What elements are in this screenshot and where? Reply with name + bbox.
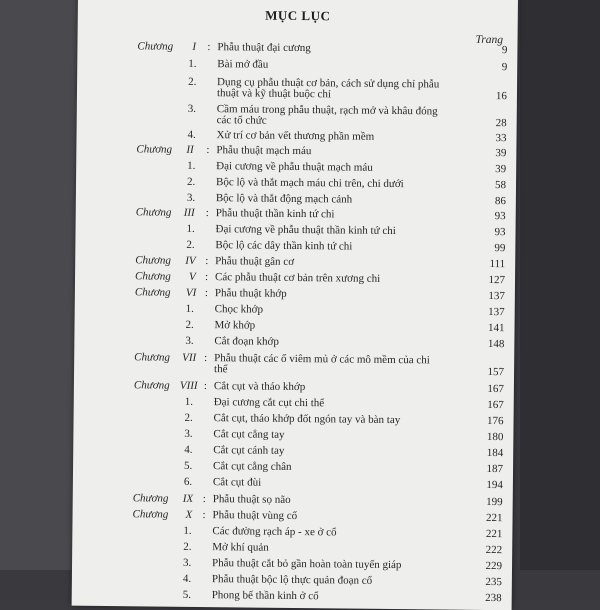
colon-separator: : <box>205 255 209 268</box>
entry-title: Xử trí cơ bản vết thương phần mềm <box>216 129 375 143</box>
entry-title: thể <box>214 363 228 376</box>
entry-number: 5. <box>184 459 193 472</box>
page-number: 187 <box>486 463 504 476</box>
entry-title: Bộc lộ và thắt mạch máu chi trên, chi dưới <box>215 176 404 191</box>
entry-number: 1. <box>188 57 197 70</box>
page-number: 137 <box>488 306 505 319</box>
colon-separator: : <box>204 271 209 284</box>
page-number: 93 <box>494 210 506 223</box>
page-number: 235 <box>485 575 502 589</box>
table-of-contents <box>72 0 518 610</box>
colon-separator: : <box>202 509 206 522</box>
entry-title: Bài mở đầu <box>217 58 269 71</box>
page-number: 199 <box>486 495 503 509</box>
entry-number: 3. <box>186 191 196 204</box>
entry-title: Cắt cụt đùi <box>212 476 262 489</box>
page-number: 9 <box>501 61 508 74</box>
entry-title: Phẫu thuật gân cơ <box>215 255 295 268</box>
colon-separator: : <box>203 380 208 393</box>
entry-title: Chọc khớp <box>214 303 264 316</box>
page-number: 9 <box>501 44 508 57</box>
page-number: 176 <box>486 415 504 428</box>
page-column-header: Trang <box>475 33 504 47</box>
entry-number: 4. <box>184 443 193 456</box>
page-number: 222 <box>485 543 503 557</box>
entry-title: Cắt cụt cẳng tay <box>213 428 285 441</box>
chapter-label: Chương <box>132 508 169 521</box>
colon-separator: : <box>204 352 208 365</box>
chapter-number: X <box>185 508 193 521</box>
chapter-number: V <box>188 270 196 283</box>
chapter-number: VII <box>182 351 197 364</box>
entry-number: 1. <box>184 395 194 408</box>
entry-number: 1. <box>183 524 192 537</box>
chapter-number: VIII <box>179 379 198 392</box>
entry-number: 2. <box>188 75 197 88</box>
entry-title: Các phẫu thuật cơ bản trên xương chi <box>214 271 381 285</box>
entry-number: 1. <box>185 302 195 315</box>
entry-title: Bộc lộ các dây thần kinh tứ chi <box>215 239 353 253</box>
entry-title: các tổ chức <box>216 114 267 127</box>
entry-title: Phẫu thuật bộc lộ thực quản đoạn cổ <box>211 573 373 587</box>
colon-separator: : <box>206 144 210 157</box>
entry-number: 6. <box>183 475 193 488</box>
page-number: 221 <box>485 511 503 525</box>
entry-title: Cắt cụt, tháo khớp đốt ngón tay và bàn tay <box>213 412 401 427</box>
entry-title: Bộc lộ và thắt động mạch cảnh <box>215 192 353 206</box>
page-number: 221 <box>485 527 503 541</box>
entry-title: Cắt đoạn khớp <box>214 335 279 348</box>
entry-title: Phẫu thuật thần kinh tứ chi <box>215 207 335 221</box>
chapter-number: II <box>186 143 194 156</box>
background-left <box>0 0 80 600</box>
page-number: 137 <box>488 290 505 303</box>
chapter-label: Chương <box>134 286 171 299</box>
colon-separator: : <box>202 493 206 506</box>
entry-title: Phẫu thuật mạch máu <box>216 144 312 158</box>
entry-title: Mở khớp <box>214 319 256 332</box>
background-right <box>520 0 600 600</box>
entry-title: Đại cương cắt cụt chi thể <box>213 396 325 410</box>
chapter-number: IV <box>185 254 196 267</box>
entry-title: Mở khí quản <box>212 541 269 554</box>
entry-title: Cầm máu trong phẫu thuật, rạch mở và khâu đóng <box>216 103 438 118</box>
page-number: 99 <box>494 242 506 255</box>
entry-number: 2. <box>184 411 193 424</box>
page-number: 229 <box>485 559 503 573</box>
page-number: 141 <box>487 322 505 335</box>
entry-number: 3. <box>185 334 194 347</box>
page-number: 111 <box>489 258 506 271</box>
entry-number: 2. <box>185 318 194 331</box>
page-number: 39 <box>495 163 507 176</box>
entry-number: 3. <box>187 102 197 115</box>
colon-separator: : <box>204 287 209 300</box>
entry-number: 2. <box>186 238 195 251</box>
entry-title: Các đường rạch áp - xe ở cổ <box>212 525 337 539</box>
entry-title: Cắt cụt cánh tay <box>213 444 285 457</box>
colon-separator: : <box>207 41 211 54</box>
entry-number: 2. <box>183 540 192 553</box>
entry-title: Phẫu thuật sọ não <box>212 493 291 506</box>
chapter-number: I <box>192 40 197 53</box>
page-number: 58 <box>494 179 507 192</box>
page-number: 157 <box>487 366 505 379</box>
entry-title: Phong bế thần kinh ở cổ <box>211 589 319 603</box>
entry-title: thuật và kỹ thuật buộc chỉ <box>216 87 331 101</box>
chapter-label: Chương <box>134 351 170 364</box>
entry-title: Phẫu thuật các ổ viêm mủ ở các mô mềm của chi <box>214 352 430 367</box>
entry-number: 3. <box>182 556 192 569</box>
colon-separator: : <box>205 207 209 220</box>
entry-title: Phẫu thuật cắt bỏ gần hoàn toàn tuyến giáp <box>211 557 402 572</box>
chapter-label: Chương <box>135 254 172 267</box>
page-number: 93 <box>494 226 506 239</box>
page-number: 184 <box>486 447 504 460</box>
page-number: 127 <box>488 274 506 287</box>
entry-title: Cắt cụt và tháo khớp <box>213 380 306 394</box>
chapter-label: Chương <box>132 492 169 505</box>
page-number: 148 <box>487 338 505 351</box>
page-number: 28 <box>495 117 507 130</box>
page-number: 33 <box>495 132 507 145</box>
entry-number: 2. <box>186 175 196 188</box>
entry-title: Phẫu thuật vùng cổ <box>212 509 298 523</box>
entry-title: Dụng cụ phẫu thuật cơ bản, cách sử dụng chỉ phẫu <box>217 76 440 91</box>
entry-title: Cắt cụt cẳng chân <box>213 460 292 473</box>
page-number: 167 <box>487 383 504 396</box>
chapter-label: Chương <box>134 270 171 283</box>
entry-title: Đại cương về phẫu thuật thần kinh tứ chi <box>215 223 396 238</box>
chapter-label: Chương <box>135 206 172 219</box>
entry-title: Đại cương về phẫu thuật mạch máu <box>216 160 373 174</box>
entry-title: Phẫu thuật đại cương <box>217 41 311 55</box>
page-number: 86 <box>494 195 506 208</box>
entry-number: 4. <box>182 572 192 585</box>
page-number: 194 <box>486 478 503 492</box>
toc-entry-row <box>72 588 512 609</box>
page-number: 180 <box>486 431 504 444</box>
book-page <box>72 0 518 610</box>
toc-entry-row <box>77 57 517 78</box>
entry-number: 3. <box>184 427 193 440</box>
entry-number: 1. <box>187 159 196 172</box>
page-number: 39 <box>495 147 507 160</box>
chapter-label: Chương <box>133 379 170 392</box>
chapter-label: Chương <box>137 40 174 53</box>
chapter-number: III <box>183 206 195 219</box>
chapter-number: IX <box>182 492 194 505</box>
entry-title: Phẫu thuật khớp <box>214 287 287 300</box>
entry-number: 1. <box>186 222 195 235</box>
entry-number: 5. <box>182 588 192 601</box>
page-title: MỤC LỤC <box>265 7 331 24</box>
chapter-number: VI <box>185 286 197 299</box>
chapter-label: Chương <box>136 143 173 156</box>
page-number: 167 <box>487 399 504 412</box>
page-number: 16 <box>495 90 508 103</box>
page-number: 238 <box>485 591 502 605</box>
entry-number: 4. <box>187 128 196 141</box>
